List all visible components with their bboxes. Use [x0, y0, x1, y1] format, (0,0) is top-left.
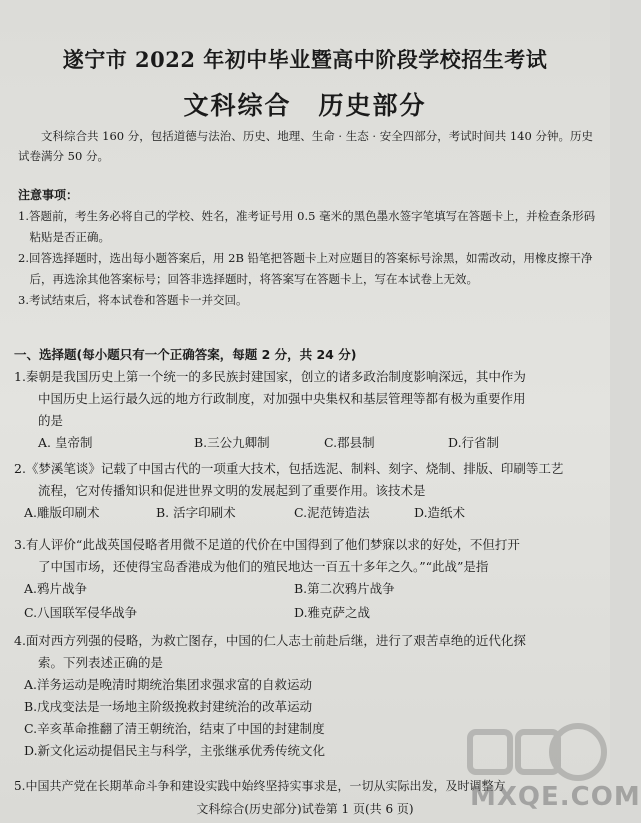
- question-stem: 流程，它对传播知识和促进世界文明的发展起到了重要作用。该技术是: [38, 483, 426, 498]
- question-stem: 3.有人评价“此战英国侵略者用微不足道的代价在中国得到了他们梦寐以求的好处，不但打开: [14, 537, 520, 552]
- exam-title: 遂宁市 2022 年初中毕业暨高中阶段学校招生考试: [62, 47, 548, 72]
- question-stem: 的是: [38, 413, 64, 428]
- question-3: [14, 534, 600, 626]
- question-stem: 5.中国共产党在长期革命斗争和建设实践中始终坚持实事求是，一切从实际出发，及时调整方: [14, 779, 506, 793]
- note-item: 3.考试结束后，将本试卷和答题卡一并交回。: [18, 293, 248, 307]
- option-d: D.行省制: [448, 435, 500, 450]
- options-row: [14, 578, 600, 602]
- question-stem: 2.《梦溪笔谈》记载了中国古代的一项重大技术，包括选泥、制料、刻字、烧制、排版、印刷等工艺: [14, 461, 564, 476]
- notes-heading: 注意事项：: [18, 188, 79, 202]
- option-b: B.第二次鸦片战争: [294, 581, 395, 596]
- option-d: D.造纸术: [414, 505, 466, 520]
- option-c: C.郡县制: [324, 435, 375, 450]
- option-a: A.鸦片战争: [24, 581, 88, 596]
- question-stem: 4.面对西方列强的侵略，为救亡图存，中国的仁人志士前赴后继，进行了艰苦卓绝的近代化探: [14, 633, 526, 648]
- question-stem: 中国历史上运行最久远的地方行政制度，对加强中央集权和基层管理等都有极为重要作用: [38, 391, 526, 406]
- page-footer: 文科综合(历史部分)试卷第 1 页(共 6 页): [196, 802, 414, 816]
- option-b: B.戊戌变法是一场地主阶级挽救封建统治的改革运动: [24, 699, 313, 714]
- watermark-text: MXQE.COM: [470, 782, 641, 812]
- note-item: 2.回答选择题时，选出每小题答案后，用 2B 铅笔把答题卡上对应题目的答案标号涂黑，如需改动，用橡皮擦干净后，再选涂其他答案标号；回答非选择题时，将答案写在答题卡上，写在本试卷上无效。: [18, 251, 593, 286]
- notes-list: [18, 206, 598, 311]
- question-stem: 了中国市场，还使得宝岛香港成为他们的殖民地达一百五十多年之久。”“此战”是指: [38, 559, 489, 574]
- question-stem: 1.秦朝是我国历史上第一个统一的多民族封建国家，创立的诸多政治制度影响深远，其中作为: [14, 369, 526, 384]
- exam-subtitle: 文科综合 历史部分: [183, 91, 427, 120]
- option-c: C.泥范铸造法: [294, 505, 370, 520]
- option-a: A. 皇帝制: [38, 435, 93, 450]
- option-d: D.新文化运动提倡民主与科学，主张继承优秀传统文化: [24, 743, 326, 758]
- options-row: [14, 602, 600, 626]
- options-row: [14, 502, 600, 526]
- option-b: B.三公九卿制: [194, 435, 270, 450]
- option-b: B. 活字印刷术: [156, 505, 236, 520]
- option-d: D.雅克萨之战: [294, 605, 371, 620]
- option-c: C.八国联军侵华战争: [24, 605, 138, 620]
- section-heading: 一、选择题(每小题只有一个正确答案，每题 2 分，共 24 分): [14, 347, 357, 362]
- note-item: 1.答题前，考生务必将自己的学校、姓名，准考证号用 0.5 毫米的黑色墨水签字笔填写在答题卡上，并检查条形码粘贴是否正确。: [18, 209, 596, 244]
- question-stem: 索。下列表述正确的是: [38, 655, 164, 670]
- option-a: A.雕版印刷术: [24, 505, 100, 520]
- option-c: C.辛亥革命推翻了清王朝统治，结束了中国的封建制度: [24, 721, 325, 736]
- question-1: [14, 366, 600, 456]
- intro-paragraph: 文科综合共 160 分，包括道德与法治、历史、地理、生命 · 生态 · 安全四部分，考试时间共 140 分钟。历史试卷满分 50 分。: [18, 129, 593, 163]
- options-row: [14, 432, 600, 456]
- option-a: A.洋务运动是晚清时期统治集团求强求富的自救运动: [24, 677, 313, 692]
- question-2: [14, 458, 600, 526]
